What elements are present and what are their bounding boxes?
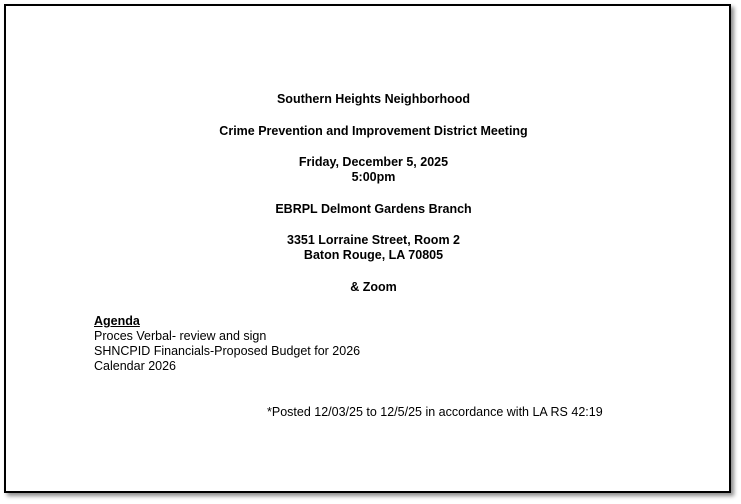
agenda-item: Calendar 2026 <box>94 359 177 373</box>
datetime-block <box>6 155 741 185</box>
remote-option: & Zoom <box>350 280 397 294</box>
organization-name: Southern Heights Neighborhood <box>276 92 471 106</box>
meeting-title: Crime Prevention and Improvement District Meeting <box>219 124 528 138</box>
venue-block <box>6 202 741 217</box>
remote-block <box>6 280 741 295</box>
posted-note: *Posted 12/03/25 to 12/5/25 in accordance with LA RS 42:19 <box>267 405 603 419</box>
meeting-date: Friday, December 5, 2025 <box>298 155 449 169</box>
agenda-section <box>94 314 360 374</box>
document-page <box>4 4 731 493</box>
agenda-heading: Agenda <box>94 314 140 328</box>
address-line-2: Baton Rouge, LA 70805 <box>303 248 444 262</box>
meeting-time: 5:00pm <box>351 170 396 184</box>
agenda-item: SHNCPID Financials-Proposed Budget for 2026 <box>94 344 361 358</box>
agenda-item: Proces Verbal- review and sign <box>94 329 267 343</box>
meeting-venue: EBRPL Delmont Gardens Branch <box>275 202 472 216</box>
address-line-1: 3351 Lorraine Street, Room 2 <box>287 233 460 247</box>
address-block <box>6 233 741 263</box>
organization-block <box>6 92 741 107</box>
meeting-title-block <box>6 124 741 139</box>
